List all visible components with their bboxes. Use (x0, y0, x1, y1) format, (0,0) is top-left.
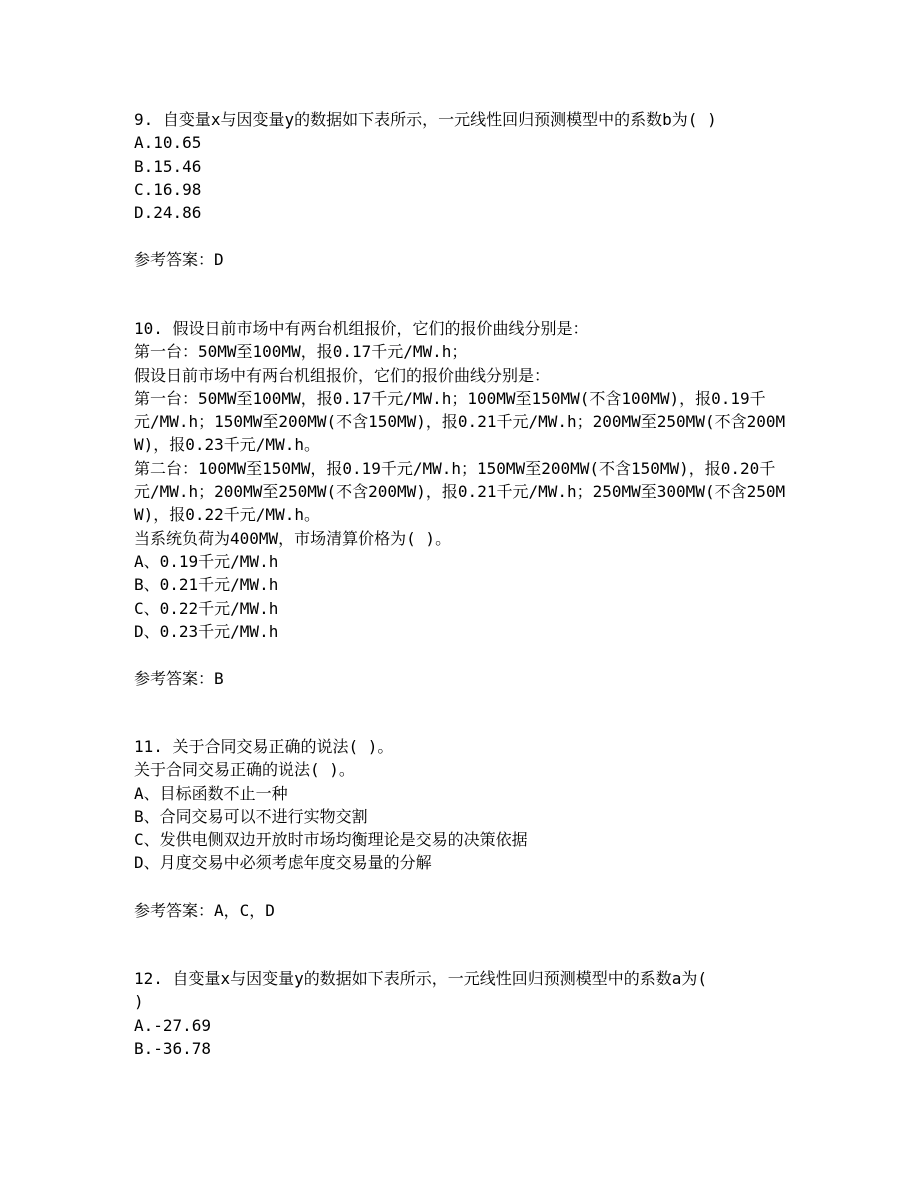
reference-answer: 参考答案：B (134, 669, 224, 689)
option-d: D、月度交易中必须考虑年度交易量的分解 (134, 853, 432, 873)
question-text-line: 关于合同交易正确的说法( )。 (134, 760, 355, 780)
option-c: C、发供电侧双边开放时市场均衡理论是交易的决策依据 (134, 830, 528, 850)
question-text-line: 元/MW.h；150MW至200MW(不含150MW)，报0.21千元/MW.h；200MW至250MW(不含200M (134, 412, 786, 432)
reference-answer: 参考答案：A，C，D (134, 900, 275, 920)
question-text-line: W)，报0.22千元/MW.h。 (134, 505, 320, 525)
option-b: B.15.46 (134, 156, 202, 176)
option-a: A、目标函数不止一种 (134, 783, 288, 803)
option-a: A.10.65 (134, 133, 202, 153)
question-text-line: 假设日前市场中有两台机组报价，它们的报价曲线分别是： (134, 365, 551, 385)
question-text-line: 第一台：50MW至100MW，报0.17千元/MW.h； (134, 342, 468, 362)
option-a: A.-27.69 (134, 1015, 212, 1035)
question-text-line: 第二台：100MW至150MW，报0.19千元/MW.h；150MW至200MW(不含150MW)，报0.20千 (134, 458, 776, 478)
option-c: C.16.98 (134, 179, 202, 199)
option-d: D.24.86 (134, 203, 202, 223)
reference-answer: 参考答案：D (134, 250, 224, 270)
question-text-line: W)，报0.23千元/MW.h。 (134, 435, 320, 455)
question-9 (134, 108, 794, 271)
option-b: B、0.21千元/MW.h (134, 575, 279, 595)
question-stem: 11. 关于合同交易正确的说法( )。 (134, 737, 394, 756)
option-a: A、0.19千元/MW.h (134, 551, 279, 571)
question-text-line: 第一台：50MW至100MW，报0.17千元/MW.h；100MW至150MW(不含100MW)，报0.19千 (134, 388, 766, 408)
question-12 (134, 967, 794, 1060)
option-d: D、0.23千元/MW.h (134, 621, 279, 641)
question-text-line: 元/MW.h；200MW至250MW(不含200MW)，报0.21千元/MW.h；250MW至300MW(不含250M (134, 482, 786, 502)
question-10 (134, 317, 794, 690)
option-b: B、合同交易可以不进行实物交割 (134, 806, 368, 826)
question-stem: 12. 自变量x与因变量y的数据如下表所示，一元线性回归预测模型中的系数a为( (134, 969, 708, 988)
question-text-line: ) (134, 992, 144, 1012)
option-b: B.-36.78 (134, 1038, 212, 1058)
question-stem: 9. 自变量x与因变量y的数据如下表所示，一元线性回归预测模型中的系数b为( ) (134, 110, 717, 129)
option-c: C、0.22千元/MW.h (134, 598, 279, 618)
question-11 (134, 735, 794, 922)
question-text-line: 当系统负荷为400MW，市场清算价格为( )。 (134, 528, 452, 548)
question-stem: 10. 假设日前市场中有两台机组报价，它们的报价曲线分别是： (134, 319, 589, 338)
